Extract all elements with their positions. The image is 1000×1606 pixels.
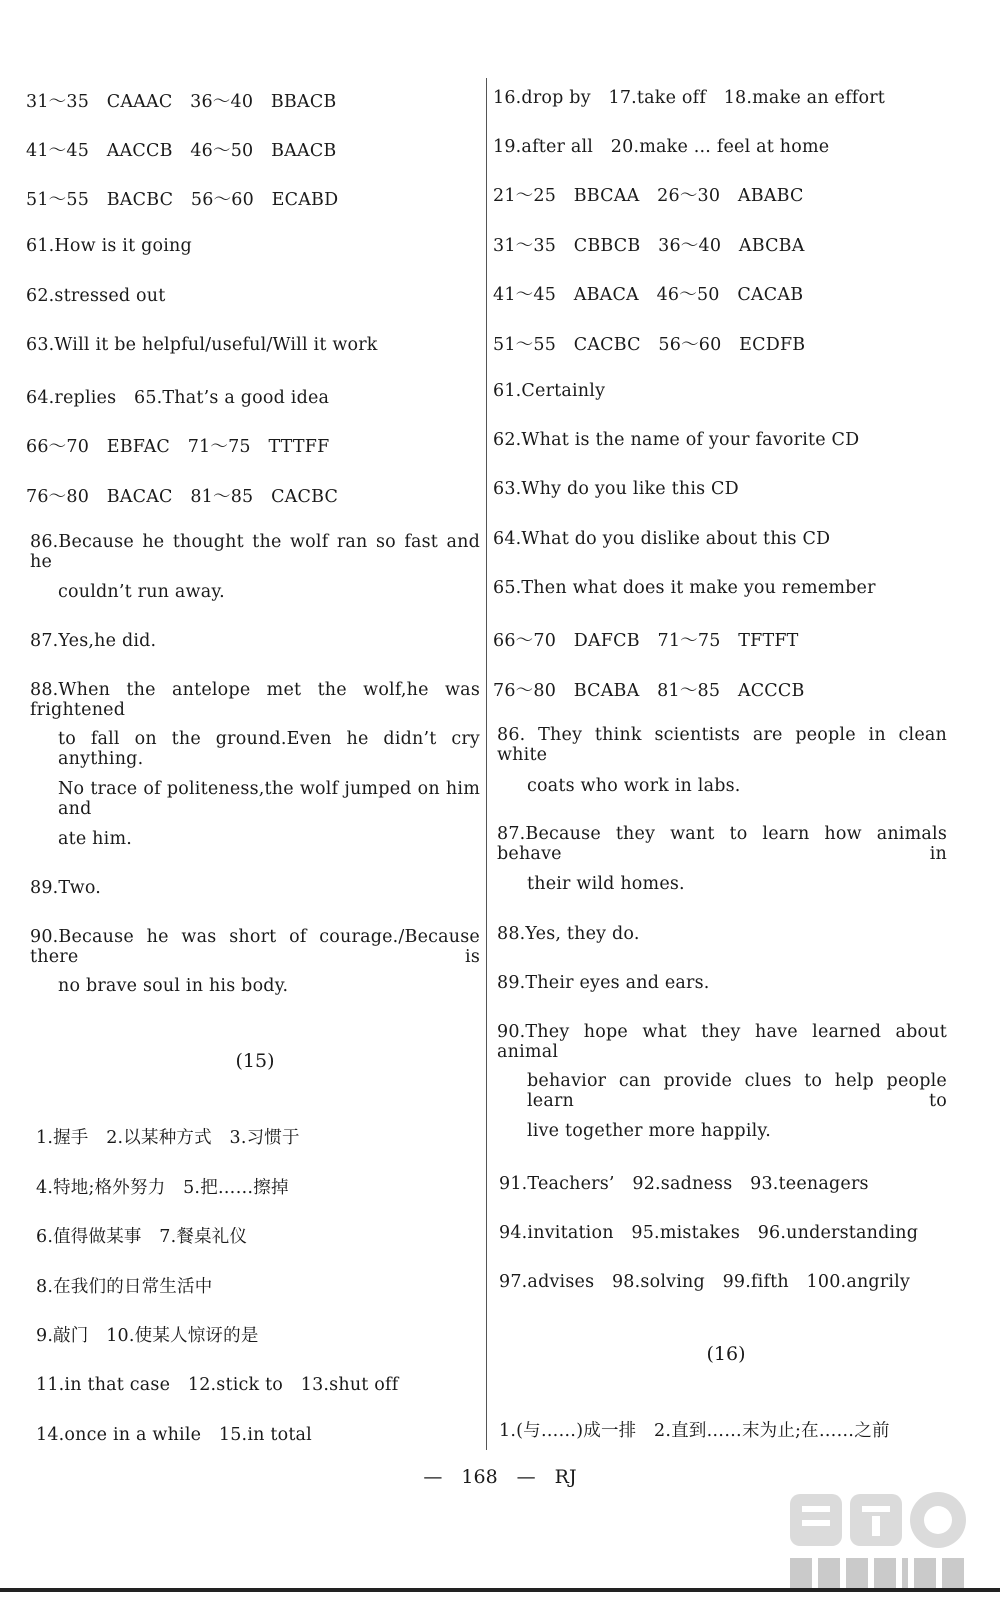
answer-line: 86.Because he thought the wolf ran so fast and he (30, 532, 480, 572)
column-divider (486, 78, 487, 1450)
answer-line: 21～25 BBCAA 26～30 ABABC (493, 186, 804, 206)
answer-line: 6.值得做某事 7.餐桌礼仪 (36, 1227, 248, 1247)
answer-line: 62.stressed out (26, 286, 166, 306)
answer-line: no brave soul in his body. (58, 976, 289, 996)
answer-line: live together more happily. (527, 1121, 771, 1141)
answer-line: 51～55 CACBC 56～60 ECDFB (493, 335, 806, 355)
answer-line: 11.in that case 12.stick to 13.shut off (36, 1375, 399, 1395)
answer-line: behavior can provide clues to help people learn to (527, 1071, 947, 1111)
answer-line: 90.Because he was short of courage./Because there is (30, 927, 480, 967)
answer-line: 19.after all 20.make ... feel at home (493, 137, 830, 157)
bottom-border (0, 1588, 1000, 1592)
answer-line: 31～35 CBBCB 36～40 ABCBA (493, 236, 805, 256)
answer-line: 65.Then what does it make you remember (493, 578, 876, 598)
answer-line: 97.advises 98.solving 99.fifth 100.angrily (499, 1272, 911, 1292)
answer-line: 41～45 AACCB 46～50 BAACB (26, 141, 337, 161)
answer-line: ate him. (58, 829, 133, 849)
watermark-logo-icon (782, 1486, 982, 1596)
answer-line: No trace of politeness,the wolf jumped on him and (58, 779, 480, 819)
answer-line: 76～80 BACAC 81～85 CACBC (26, 487, 339, 507)
answer-line: 16.drop by 17.take off 18.make an effort (493, 88, 885, 108)
answer-line: 61.Certainly (493, 381, 606, 401)
answer-line: 61.How is it going (26, 236, 192, 256)
answer-line: to fall on the ground.Even he didn’t cry anything. (58, 729, 480, 769)
answer-line: 1.握手 2.以某种方式 3.习惯于 (36, 1128, 300, 1148)
answer-line: couldn’t run away. (58, 582, 225, 602)
answer-line: 41～45 ABACA 46～50 CACAB (493, 285, 804, 305)
answer-line: 14.once in a while 15.in total (36, 1425, 312, 1445)
answer-line: 66～70 DAFCB 71～75 TFTFT (493, 631, 799, 651)
answer-line: 51～55 BACBC 56～60 ECABD (26, 190, 339, 210)
answer-line: 66～70 EBFAC 71～75 TTTFF (26, 437, 330, 457)
answer-line: 89.Their eyes and ears. (497, 973, 710, 993)
answer-line: 88.When the antelope met the wolf,he was frightened (30, 680, 480, 720)
answer-line: 64.replies 65.That’s a good idea (26, 388, 330, 408)
answer-line: 63.Will it be helpful/useful/Will it work (26, 335, 378, 355)
answer-line: 86. They think scientists are people in clean white (497, 725, 947, 765)
answer-line: 91.Teachers’ 92.sadness 93.teenagers (499, 1174, 869, 1194)
answer-line: coats who work in labs. (527, 776, 741, 796)
answer-line: 76～80 BCABA 81～85 ACCCB (493, 681, 805, 701)
answer-line: 63.Why do you like this CD (493, 479, 739, 499)
answer-line: 64.What do you dislike about this CD (493, 529, 831, 549)
answer-line: 88.Yes, they do. (497, 924, 640, 944)
answer-line: 87.Yes,he did. (30, 631, 157, 651)
page-number: — 168 — RJ (423, 1466, 577, 1488)
answer-line: 87.Because they want to learn how animals behave in (497, 824, 947, 864)
answer-line: 89.Two. (30, 878, 102, 898)
answer-line: 1.(与……)成一排 2.直到……末为止;在……之前 (499, 1421, 890, 1441)
answer-line: 94.invitation 95.mistakes 96.understanding (499, 1223, 919, 1243)
answer-line: their wild homes. (527, 874, 685, 894)
answer-line: 8.在我们的日常生活中 (36, 1277, 213, 1297)
answer-line: 90.They hope what they have learned about animal (497, 1022, 947, 1062)
answer-line: 31～35 CAAAC 36～40 BBACB (26, 92, 337, 112)
watermark-logo (782, 1486, 982, 1596)
answer-line: 62.What is the name of your favorite CD (493, 430, 860, 450)
section-heading-15: (15) (235, 1050, 275, 1072)
answer-line: 9.敲门 10.使某人惊讶的是 (36, 1326, 259, 1346)
answer-line: 4.特地;格外努力 5.把……擦掉 (36, 1178, 289, 1198)
section-heading-16: (16) (706, 1343, 746, 1365)
